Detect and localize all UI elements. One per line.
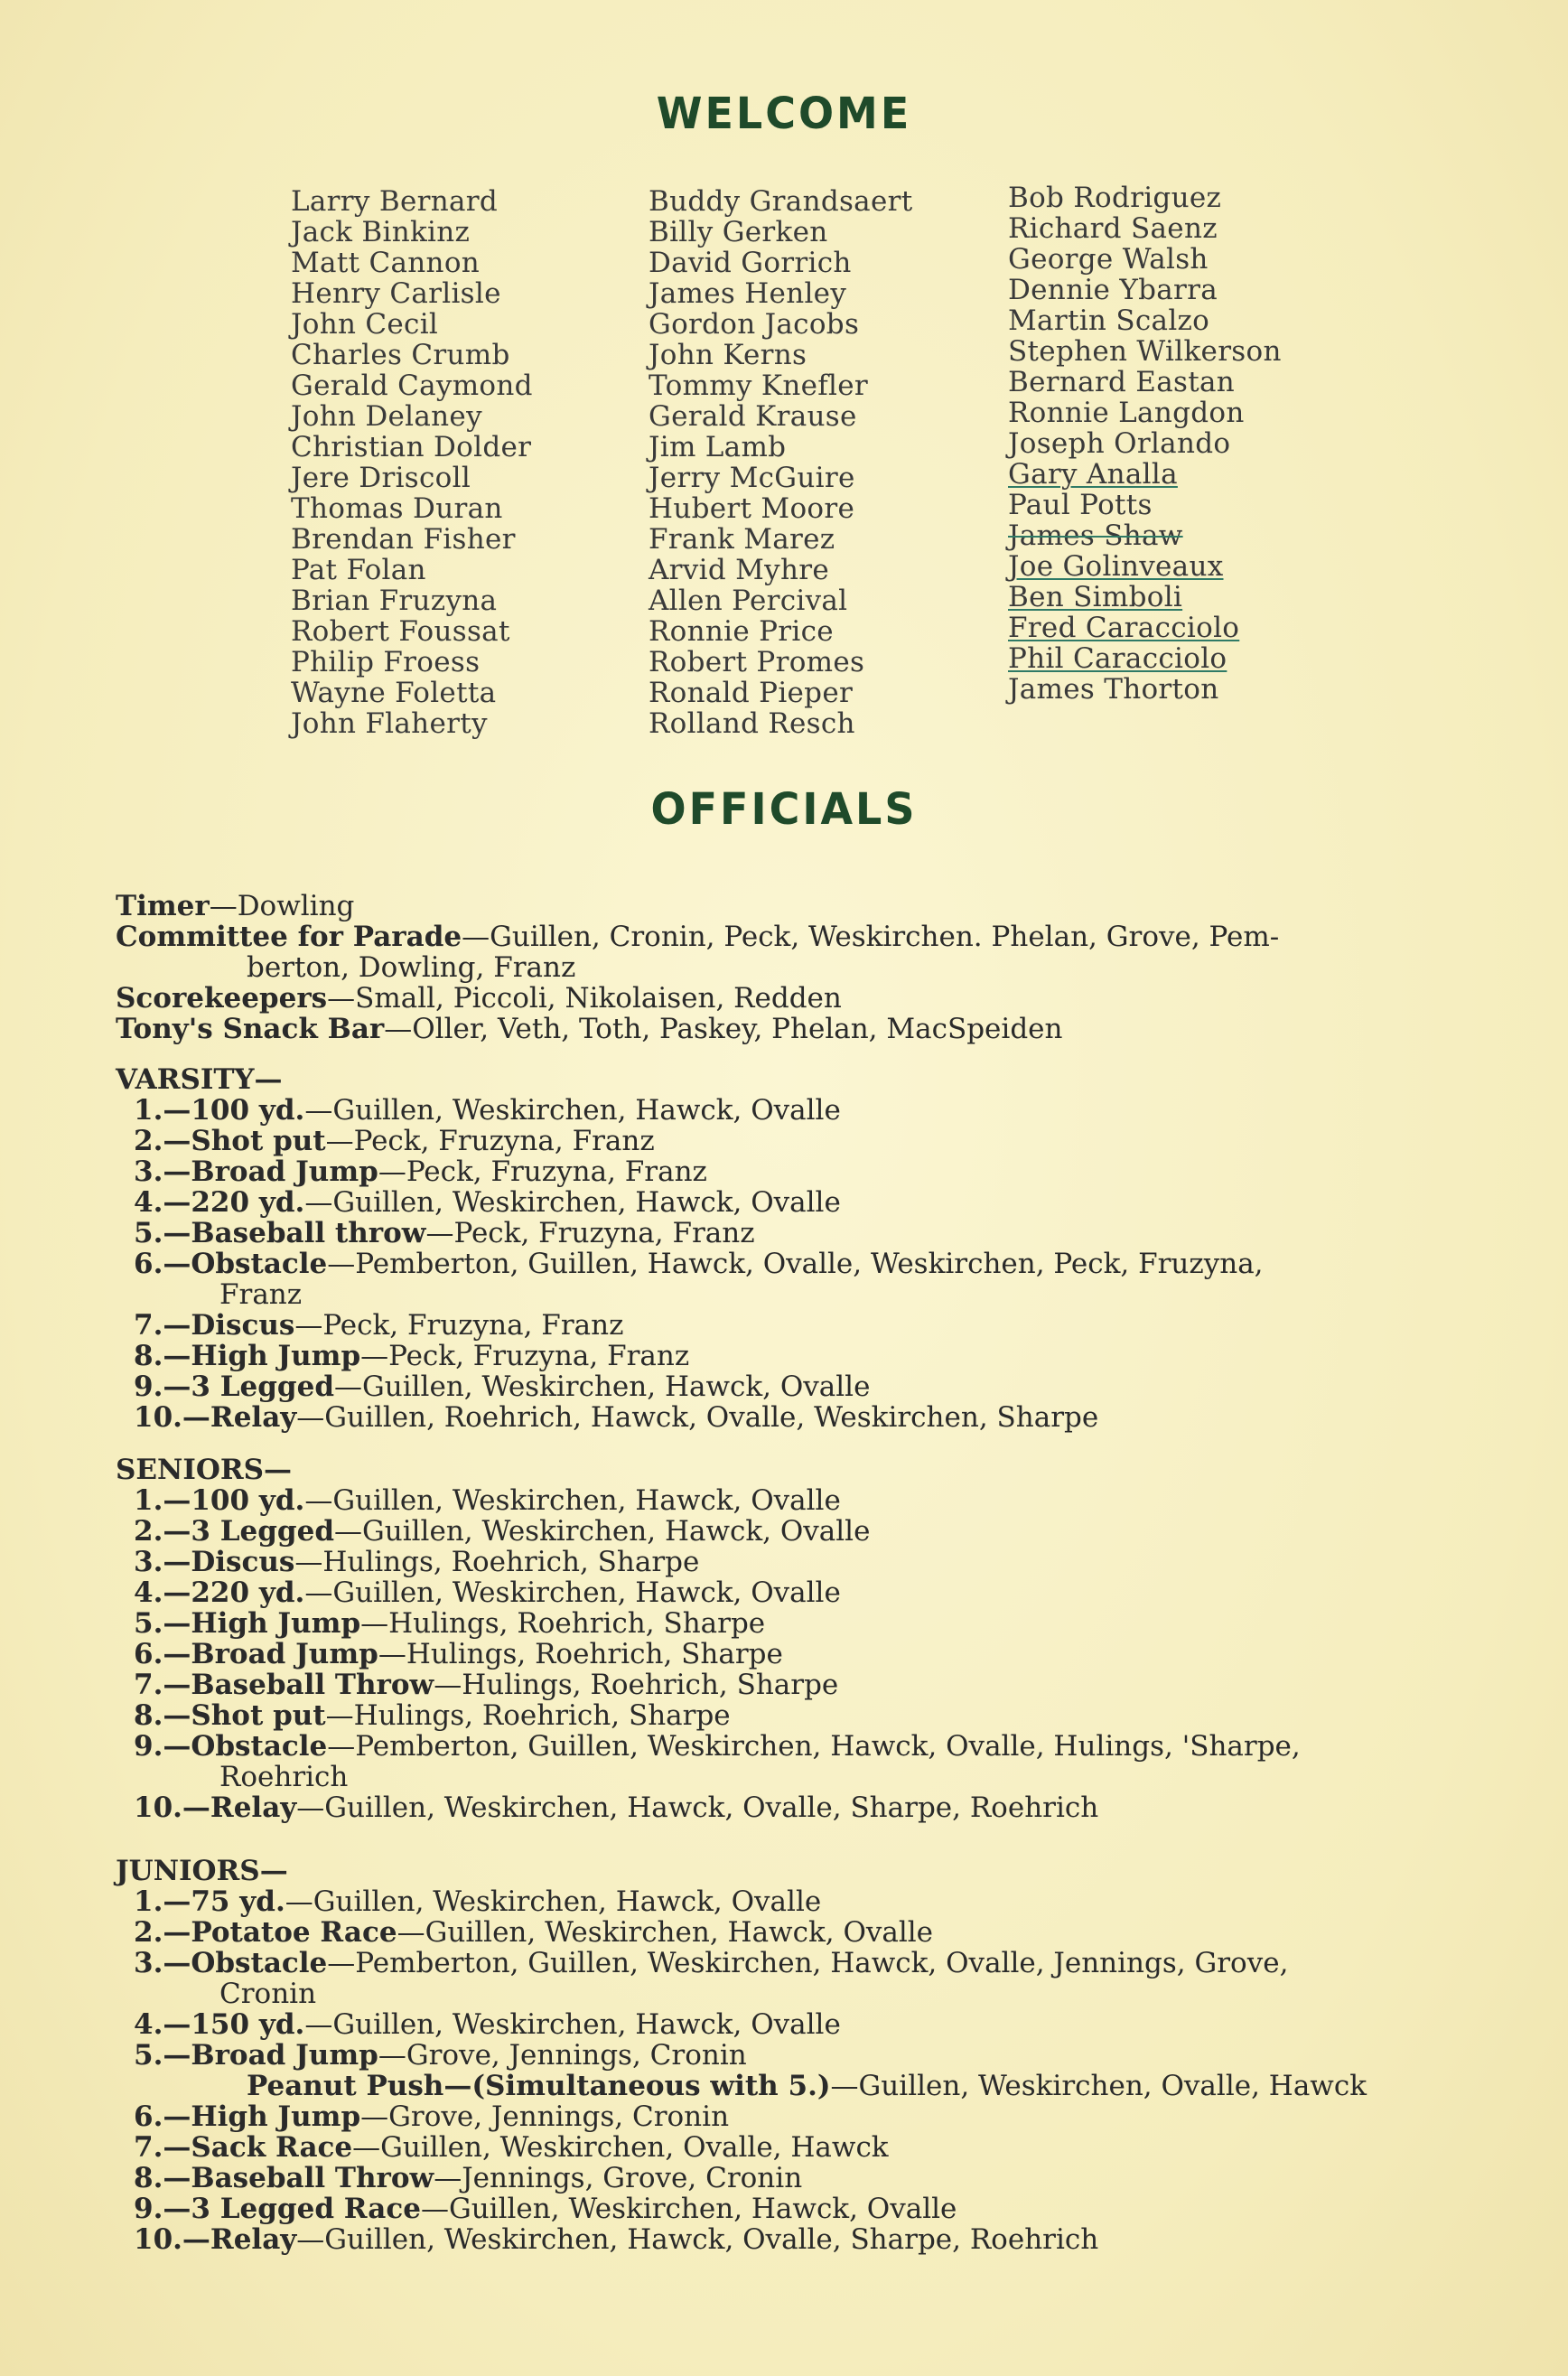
welcome-name: Thomas Duran	[291, 492, 503, 525]
event-officials: —Guillen, Weskirchen, Hawck, Ovalle	[304, 1576, 841, 1609]
event-line	[116, 1948, 1470, 1978]
parade-line	[116, 921, 1470, 952]
event-name: 9.—Obstacle	[134, 1730, 328, 1763]
welcome-name: Frank Marez	[649, 523, 835, 556]
event-line	[116, 2194, 1470, 2224]
welcome-title: WELCOME	[656, 87, 912, 139]
parade-label: Committee for Parade	[116, 921, 462, 953]
event-line	[116, 1917, 1470, 1948]
event-line	[116, 2132, 1470, 2163]
event-continuation: Franz	[219, 1278, 303, 1311]
event-line	[116, 2009, 1470, 2040]
event-name: 7.—Discus	[134, 1309, 295, 1342]
event-line	[116, 1218, 1470, 1249]
welcome-name: Robert Foussat	[291, 615, 510, 648]
event-officials: —Guillen, Weskirchen, Hawck, Ovalle	[420, 2193, 957, 2225]
welcome-name: Richard Saenz	[1008, 212, 1218, 245]
welcome-name: Bernard Eastan	[1008, 366, 1236, 398]
event-officials: —Guillen, Weskirchen, Hawck, Ovalle	[285, 1885, 822, 1918]
event-line	[116, 1547, 1470, 1577]
welcome-name: Tommy Knefler	[649, 369, 869, 402]
event-name: 10.—Relay	[134, 1401, 297, 1434]
welcome-name: Stephen Wilkerson	[1008, 335, 1282, 368]
welcome-name: Joseph Orlando	[1008, 427, 1231, 460]
welcome-name: Bob Rodriguez	[1008, 182, 1222, 214]
event-line	[116, 1516, 1470, 1547]
event-officials: —Guillen, Weskirchen, Hawck, Ovalle	[304, 1094, 841, 1127]
event-line	[116, 2224, 1470, 2255]
event-officials: —Peck, Fruzyna, Franz	[360, 1340, 690, 1372]
event-name: 5.—High Jump	[134, 1607, 361, 1640]
event-officials: —Guillen, Weskirchen, Hawck, Ovalle	[304, 1186, 841, 1219]
welcome-name: Larry Bernard	[291, 185, 499, 218]
welcome-name: John Delaney	[291, 400, 482, 433]
welcome-names-column-3	[1008, 182, 1282, 705]
event-officials: —Guillen, Weskirchen, Hawck, Ovalle	[334, 1515, 871, 1548]
officials-list	[116, 891, 1470, 1044]
event-officials: —Hulings, Roehrich, Sharpe	[360, 1607, 766, 1640]
welcome-name: Gerald Krause	[649, 400, 857, 433]
snack-bar-value: —Oller, Veth, Toth, Paskey, Phelan, MacSpeiden	[384, 1013, 1063, 1045]
event-name: 3.—Discus	[134, 1546, 295, 1578]
event-officials: —Guillen, Weskirchen, Hawck, Ovalle	[304, 1484, 841, 1517]
event-line	[116, 1126, 1470, 1156]
juniors-events	[116, 1886, 1470, 2255]
welcome-name: Allen Percival	[649, 585, 848, 617]
scorekeepers-value: —Small, Piccoli, Nikolaisen, Redden	[327, 982, 842, 1015]
event-line	[116, 1639, 1470, 1670]
welcome-name: Martin Scalzo	[1008, 304, 1210, 337]
welcome-name: Buddy Grandsaert	[649, 185, 913, 218]
welcome-name: Wayne Foletta	[291, 677, 497, 709]
officials-title: OFFICIALS	[650, 782, 918, 835]
welcome-name: Robert Promes	[649, 646, 865, 678]
welcome-name: Pat Folan	[291, 554, 426, 586]
event-line	[116, 1485, 1470, 1516]
event-officials: —Peck, Fruzyna, Franz	[425, 1217, 755, 1249]
welcome-name: Jere Driscoll	[291, 462, 471, 494]
event-line	[116, 1249, 1470, 1279]
welcome-name: Dennie Ybarra	[1008, 274, 1218, 306]
event-officials: —Peck, Fruzyna, Franz	[325, 1125, 655, 1157]
event-name: 2.—Potatoe Race	[134, 1916, 397, 1949]
timer-label: Timer	[116, 890, 210, 922]
welcome-name: John Flaherty	[291, 707, 488, 740]
event-name: 4.—150 yd.	[134, 2008, 305, 2041]
event-name: 1.—75 yd.	[134, 1885, 285, 1918]
event-name: 1.—100 yd.	[134, 1484, 305, 1517]
timer-line	[116, 891, 1470, 921]
event-continuation: Roehrich	[219, 1761, 349, 1793]
event-line	[116, 1187, 1470, 1218]
welcome-names-column-2	[649, 186, 913, 739]
event-name: 9.—3 Legged	[134, 1370, 334, 1403]
welcome-name: Gordon Jacobs	[649, 308, 860, 341]
event-officials: —Guillen, Weskirchen, Hawck, Ovalle, Sharpe, Roehrich	[296, 1791, 1099, 1824]
welcome-name: Brian Fruzyna	[291, 585, 498, 617]
scorekeepers-label: Scorekeepers	[116, 982, 328, 1015]
event-line	[116, 1670, 1470, 1700]
event-officials: —Guillen, Weskirchen, Hawck, Ovalle, Sharpe, Roehrich	[296, 2223, 1099, 2256]
welcome-name: John Kerns	[649, 339, 807, 371]
event-name: 2.—Shot put	[134, 1125, 326, 1157]
event-name: 9.—3 Legged Race	[134, 2193, 421, 2225]
seniors-heading: SENIORS—	[116, 1454, 293, 1486]
welcome-name: Gerald Caymond	[291, 369, 533, 402]
event-name: Peanut Push—(Simultaneous with 5.)	[247, 2070, 831, 2102]
welcome-name: Ronnie Langdon	[1008, 397, 1245, 429]
welcome-name: James Henley	[649, 277, 847, 310]
event-officials: —Hulings, Roehrich, Sharpe	[378, 1638, 783, 1670]
event-line	[116, 1700, 1470, 1731]
varsity-heading: VARSITY—	[116, 1063, 283, 1096]
parade-value: —Guillen, Cronin, Peck, Weskirchen. Phelan, Grove, Pem-	[462, 921, 1280, 953]
event-officials: —Peck, Fruzyna, Franz	[294, 1309, 624, 1342]
event-name: 3.—Broad Jump	[134, 1155, 378, 1188]
welcome-name: James Thorton	[1008, 673, 1219, 706]
welcome-name: Jim Lamb	[649, 431, 787, 463]
event-line	[116, 1577, 1470, 1608]
event-name: 6.—Broad Jump	[134, 1638, 378, 1670]
welcome-name: Joe Golinveaux	[1008, 550, 1224, 583]
welcome-names-column-1	[291, 186, 533, 739]
event-officials: —Guillen, Weskirchen, Hawck, Ovalle	[334, 1370, 871, 1403]
event-line	[116, 1310, 1470, 1341]
event-name: 7.—Sack Race	[134, 2131, 353, 2164]
welcome-name: Paul Potts	[1008, 489, 1153, 521]
welcome-name: George Walsh	[1008, 243, 1209, 276]
event-line	[116, 1095, 1470, 1126]
snack-bar-line	[116, 1014, 1470, 1044]
event-line	[116, 1402, 1470, 1433]
welcome-name: Arvid Myhre	[649, 554, 830, 586]
snack-bar-label: Tony's Snack Bar	[116, 1013, 385, 1045]
welcome-name: Charles Crumb	[291, 339, 510, 371]
event-officials: —Grove, Jennings, Cronin	[360, 2100, 730, 2133]
event-officials: —Hulings, Roehrich, Sharpe	[434, 1669, 839, 1701]
welcome-name: Brendan Fisher	[291, 523, 516, 556]
event-line	[116, 1371, 1470, 1402]
juniors-heading: JUNIORS—	[116, 1855, 288, 1887]
event-name: 7.—Baseball Throw	[134, 1669, 434, 1701]
event-officials: —Jennings, Grove, Cronin	[434, 2162, 803, 2194]
welcome-name: James Shaw	[1008, 519, 1183, 552]
event-name: 5.—Baseball throw	[134, 1217, 426, 1249]
welcome-name: David Gorrich	[649, 247, 852, 279]
welcome-name: Jerry McGuire	[649, 462, 855, 494]
event-line	[116, 1341, 1470, 1371]
event-continuation: Cronin	[219, 1978, 317, 2010]
event-officials: —Hulings, Roehrich, Sharpe	[325, 1699, 731, 1732]
varsity-section	[116, 1064, 1470, 1433]
event-name: 8.—Baseball Throw	[134, 2162, 434, 2194]
welcome-name: Phil Caracciolo	[1008, 642, 1227, 675]
seniors-section	[116, 1455, 1470, 1823]
event-name: 3.—Obstacle	[134, 1947, 328, 1979]
welcome-name: Henry Carlisle	[291, 277, 501, 310]
event-officials: —Guillen, Weskirchen, Hawck, Ovalle	[397, 1916, 934, 1949]
event-name: 10.—Relay	[134, 1791, 297, 1824]
event-line	[116, 1156, 1470, 1187]
event-name: 4.—220 yd.	[134, 1576, 305, 1609]
welcome-name: Matt Cannon	[291, 247, 481, 279]
event-officials: —Guillen, Weskirchen, Hawck, Ovalle	[304, 2008, 841, 2041]
event-line	[116, 2040, 1470, 2071]
event-line	[116, 1608, 1470, 1639]
juniors-section	[116, 1856, 1470, 2255]
welcome-name: Ben Simboli	[1008, 581, 1183, 613]
event-officials: —Guillen, Roehrich, Hawck, Ovalle, Weskirchen, Sharpe	[296, 1401, 1099, 1434]
welcome-name: Rolland Resch	[649, 707, 855, 740]
event-line	[116, 1886, 1470, 1917]
welcome-name: John Cecil	[291, 308, 439, 341]
event-name: 2.—3 Legged	[134, 1515, 334, 1548]
welcome-name: Hubert Moore	[649, 492, 855, 525]
welcome-name: Ronald Pieper	[649, 677, 854, 709]
event-name: 6.—High Jump	[134, 2100, 361, 2133]
welcome-name: Billy Gerken	[649, 216, 828, 248]
event-name: 8.—Shot put	[134, 1699, 326, 1732]
welcome-name: Christian Dolder	[291, 431, 532, 463]
seniors-events	[116, 1485, 1470, 1823]
event-name: 1.—100 yd.	[134, 1094, 305, 1127]
welcome-name: Philip Froess	[291, 646, 481, 678]
welcome-name: Fred Caracciolo	[1008, 612, 1240, 644]
event-name: 10.—Relay	[134, 2223, 297, 2256]
event-line	[116, 2101, 1470, 2132]
event-officials: —Guillen, Weskirchen, Ovalle, Hawck	[352, 2131, 889, 2164]
welcome-name: Gary Analla	[1008, 458, 1178, 491]
timer-value: —Dowling	[209, 890, 355, 922]
parade-continuation: berton, Dowling, Franz	[247, 951, 576, 984]
varsity-events	[116, 1095, 1470, 1433]
event-name: 8.—High Jump	[134, 1340, 361, 1372]
event-line	[116, 2163, 1470, 2194]
welcome-name: Ronnie Price	[649, 615, 834, 648]
event-officials: —Pemberton, Guillen, Hawck, Ovalle, Weskirchen, Peck, Fruzyna,	[327, 1248, 1264, 1280]
event-line	[116, 1792, 1470, 1823]
event-line	[116, 1731, 1470, 1762]
event-officials: —Pemberton, Guillen, Weskirchen, Hawck, Ovalle, Jennings, Grove,	[327, 1947, 1289, 1979]
welcome-name: Jack Binkinz	[291, 216, 471, 248]
event-officials: —Hulings, Roehrich, Sharpe	[294, 1546, 700, 1578]
event-name: 6.—Obstacle	[134, 1248, 328, 1280]
event-officials: —Guillen, Weskirchen, Ovalle, Hawck	[830, 2070, 1367, 2102]
scorekeepers-line	[116, 983, 1470, 1014]
event-line	[116, 2071, 1470, 2101]
event-officials: —Peck, Fruzyna, Franz	[378, 1155, 707, 1188]
event-name: 4.—220 yd.	[134, 1186, 305, 1219]
event-officials: —Pemberton, Guillen, Weskirchen, Hawck, Ovalle, Hulings, 'Sharpe,	[327, 1730, 1301, 1763]
event-name: 5.—Broad Jump	[134, 2039, 378, 2072]
event-officials: —Grove, Jennings, Cronin	[378, 2039, 747, 2072]
